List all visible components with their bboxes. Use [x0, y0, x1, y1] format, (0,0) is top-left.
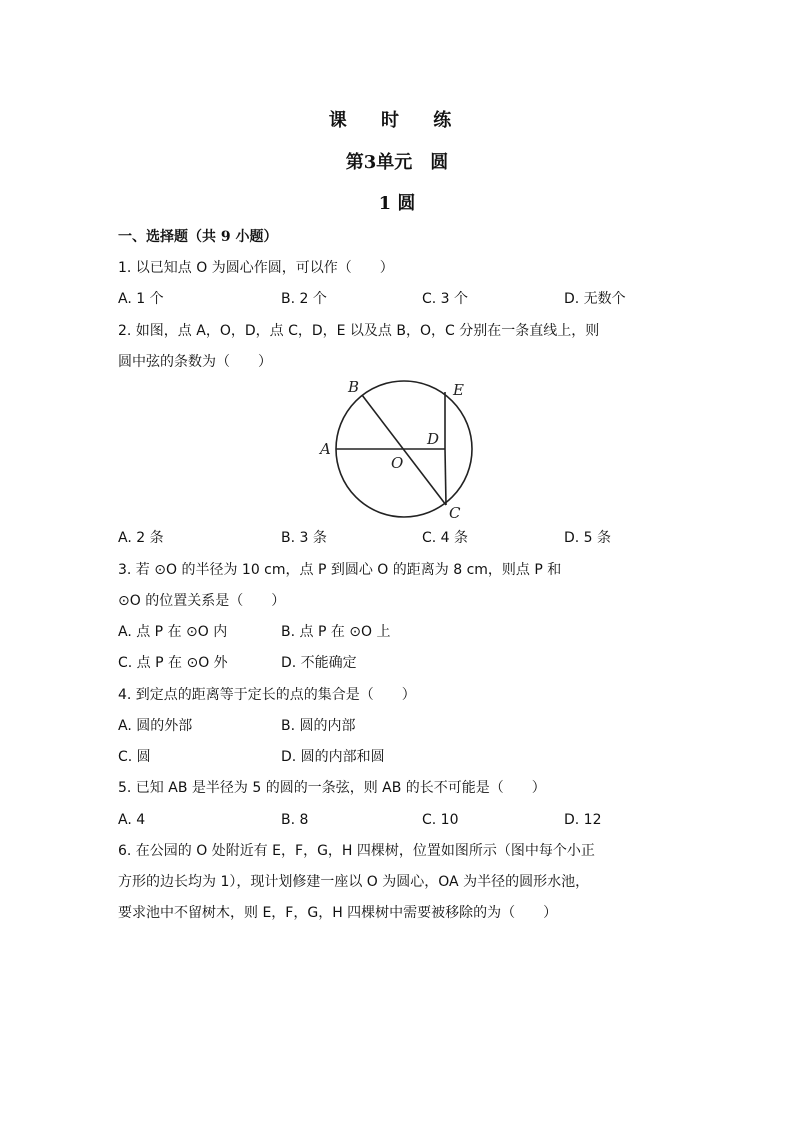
worksheet-title: 课 时 练 — [328, 110, 466, 131]
question-2-option-d: D. 5 条 — [564, 530, 612, 546]
label-d: D — [427, 430, 440, 448]
question-5-stem: 5. 已知 AB 是半径为 5 的圆的一条弦，则 AB 的长不可能是（ ） — [118, 780, 546, 796]
label-e: E — [453, 381, 464, 399]
question-2-option-a: A. 2 条 — [118, 530, 164, 546]
question-6-stem-line-3: 要求池中不留树木，则 E，F，G，H 四棵树中需要被移除的为（ ） — [118, 905, 558, 921]
question-3-option-a: A. 点 P 在 ⊙O 内 — [118, 624, 228, 640]
question-3-stem-line-1: 3. 若 ⊙O 的半径为 10 cm，点 P 到圆心 O 的距离为 8 cm，则点 P 和 — [118, 562, 562, 578]
question-3-option-b: B. 点 P 在 ⊙O 上 — [281, 624, 391, 640]
chord-bc — [362, 395, 446, 505]
question-6-stem-line-1: 6. 在公园的 O 处附近有 E，F，G，H 四棵树，位置如图所示（图中每个小正 — [118, 843, 595, 859]
question-5-option-c: C. 10 — [422, 812, 459, 828]
label-b: B — [348, 378, 360, 396]
question-5-option-a: A. 4 — [118, 812, 146, 828]
question-5-option-b: B. 8 — [281, 812, 309, 828]
question-1-option-c: C. 3 个 — [422, 291, 469, 307]
question-5-option-d: D. 12 — [564, 812, 602, 828]
question-1-stem: 1. 以已知点 O 为圆心作圆，可以作（ ） — [118, 260, 394, 276]
segment-dc — [445, 449, 446, 505]
question-4-option-d: D. 圆的内部和圆 — [281, 749, 385, 765]
question-3-option-c: C. 点 P 在 ⊙O 外 — [118, 655, 228, 671]
question-2-stem-line-1: 2. 如图，点 A，O，D，点 C，D，E 以及点 B，O，C 分别在一条直线上，则 — [118, 323, 600, 339]
question-4-stem: 4. 到定点的距离等于定长的点的集合是（ ） — [118, 687, 416, 703]
unit-title: 第3单元 圆 — [345, 152, 449, 173]
question-3-option-d: D. 不能确定 — [281, 655, 357, 671]
question-2-stem-line-2: 圆中弦的条数为（ ） — [118, 354, 272, 370]
question-2-option-c: C. 4 条 — [422, 530, 469, 546]
label-c: C — [449, 504, 461, 522]
label-a: A — [320, 440, 331, 458]
question-1-option-b: B. 2 个 — [281, 291, 327, 307]
circle-chord-figure — [310, 370, 495, 530]
question-3-stem-line-2: ⊙O 的位置关系是（ ） — [118, 593, 286, 609]
lesson-title: 1 圆 — [378, 193, 416, 214]
question-4-option-a: A. 圆的外部 — [118, 718, 193, 734]
question-4-option-c: C. 圆 — [118, 749, 151, 765]
label-o: O — [391, 454, 404, 472]
section-heading: 一、选择题（共 9 小题） — [118, 229, 278, 245]
question-1-option-a: A. 1 个 — [118, 291, 164, 307]
question-4-option-b: B. 圆的内部 — [281, 718, 356, 734]
question-6-stem-line-2: 方形的边长均为 1），现计划修建一座以 O 为圆心，OA 为半径的圆形水池， — [118, 874, 590, 890]
question-2-option-b: B. 3 条 — [281, 530, 327, 546]
question-1-option-d: D. 无数个 — [564, 291, 626, 307]
